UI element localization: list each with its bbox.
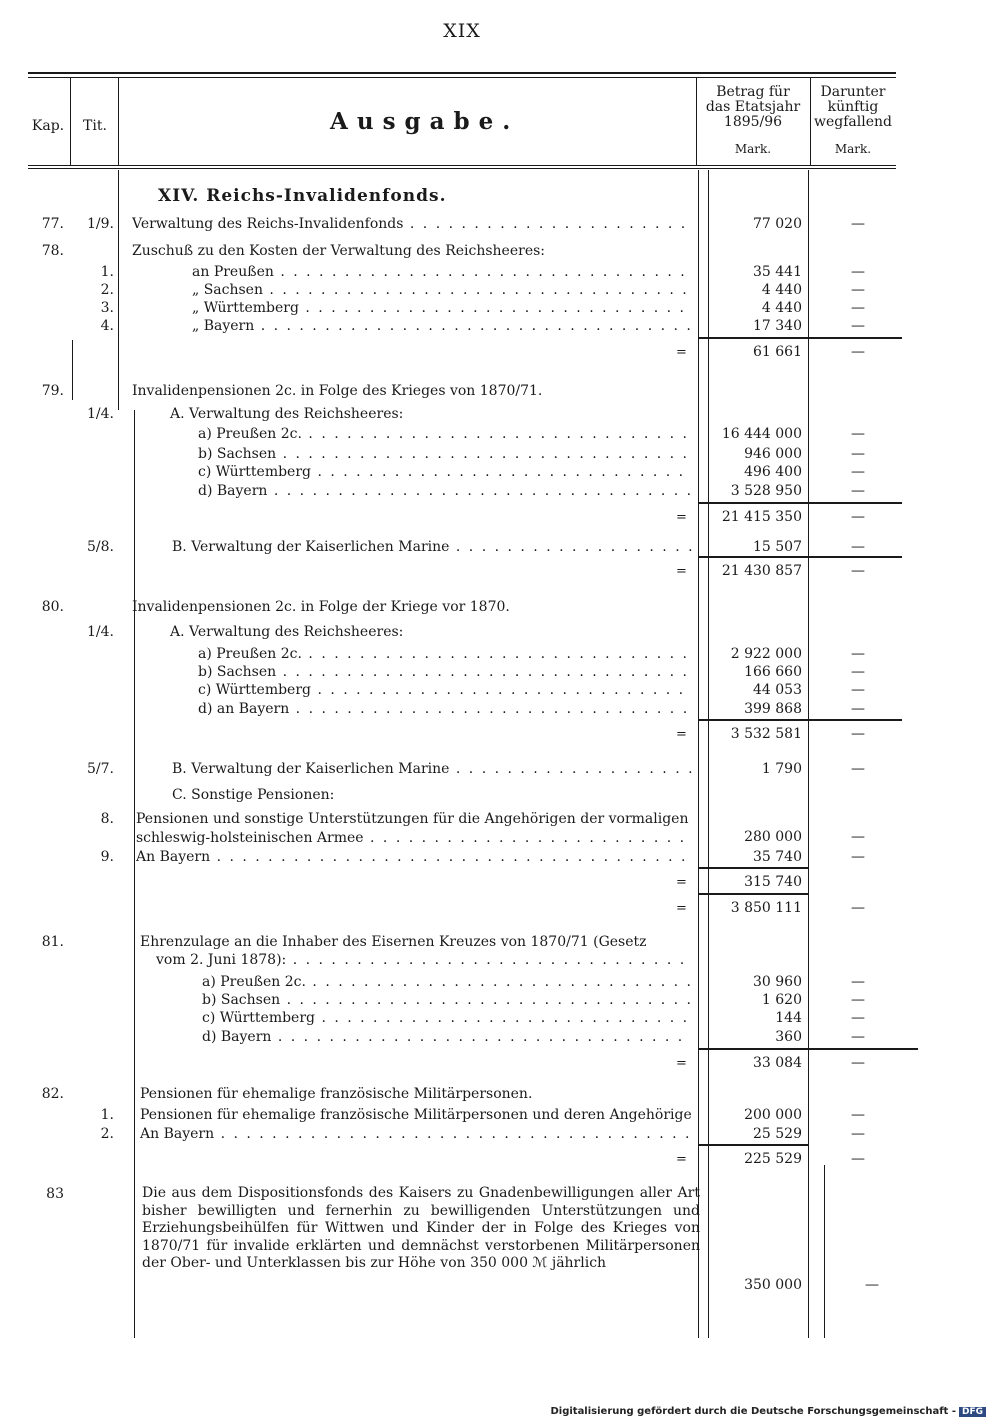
footer-credit <box>550 1406 986 1417</box>
entry-text: c) Württemberg . . . <box>198 681 692 699</box>
amount: 77 020 <box>753 216 802 232</box>
dash-mark: — <box>851 1055 865 1071</box>
sum-mark: = <box>676 345 687 360</box>
entry-text: C. Sonstige Pensionen: <box>172 787 335 803</box>
sum-rule <box>698 337 902 339</box>
titel-number: 5/8. <box>87 539 114 555</box>
dash-mark: — <box>851 563 865 579</box>
amount: 25 529 <box>753 1126 802 1142</box>
kapitel-number: 81. <box>41 934 64 950</box>
header-top-rule <box>28 72 896 74</box>
dash-mark: — <box>851 464 865 480</box>
entry-text: an Preußen . . . <box>192 263 692 281</box>
entry-text: a) Preußen 2c. . . . <box>202 973 692 991</box>
titel-number: 3. <box>100 300 114 316</box>
amount: 144 <box>775 1010 802 1026</box>
dash-mark: — <box>851 701 865 717</box>
header-betrag <box>698 85 808 157</box>
dash-mark: — <box>865 1277 879 1293</box>
header-betrag-line-2: das Etatsjahr <box>705 99 801 115</box>
entry-text: Pensionen für ehemalige französische Militärpersonen. <box>140 1086 533 1102</box>
titel-number: 1/4. <box>87 624 114 640</box>
entry-text: d) an Bayern . . . <box>198 700 692 718</box>
dash-mark: — <box>851 726 865 742</box>
dash-mark: — <box>851 509 865 525</box>
sum-mark: = <box>676 727 687 742</box>
entry-text: b) Sachsen . . . <box>202 991 692 1009</box>
sum-amount: 3 532 581 <box>730 726 802 742</box>
dash-mark: — <box>851 1010 865 1026</box>
amount: 946 000 <box>744 446 802 462</box>
entry-text: B. Verwaltung der Kaiserlichen Marine . . . <box>172 538 692 556</box>
dash-mark: — <box>851 483 865 499</box>
header-sep-tit <box>118 78 119 166</box>
entry-text: Invalidenpensionen 2c. in Folge der Kriege vor 1870. <box>132 599 510 615</box>
entry-text: B. Verwaltung der Kaiserlichen Marine . . . <box>172 760 692 778</box>
dash-mark: — <box>851 992 865 1008</box>
dash-mark: — <box>851 1029 865 1045</box>
header-bottom-rule <box>28 165 896 166</box>
dash-mark: — <box>851 282 865 298</box>
entry-text: „ Sachsen . . . <box>192 281 692 299</box>
amount: 399 868 <box>744 701 802 717</box>
dash-mark: — <box>851 849 865 865</box>
entry-text-continuation: vom 2. Juni 1878): . . . <box>156 951 692 969</box>
entry-text-continuation: schleswig-holsteinischen Armee . . . <box>136 829 692 847</box>
header-betrag-unit: Mark. <box>734 142 772 156</box>
dash-mark: — <box>851 829 865 845</box>
col-rule-darunter-2 <box>824 1165 825 1338</box>
dash-mark: — <box>851 974 865 990</box>
dash-mark: — <box>851 1126 865 1142</box>
titel-number: 9. <box>100 849 114 865</box>
entry-text: b) Sachsen . . . <box>198 445 692 463</box>
entry-text: Pensionen für ehemalige französische Militärpersonen und deren Angehörige . . . <box>140 1106 692 1124</box>
sum-amount: 21 415 350 <box>721 509 802 525</box>
entry-text: Verwaltung des Reichs-Invalidenfonds . . . <box>132 215 692 233</box>
header-sep-betrag <box>696 78 697 166</box>
amount: 35 740 <box>753 849 802 865</box>
section-title: XIV. Reichs-Invalidenfonds. <box>158 186 447 206</box>
dash-mark: — <box>851 664 865 680</box>
header-kap: Kap. <box>31 118 65 134</box>
header-betrag-line-3: 1895/96 <box>723 114 783 130</box>
sum-mark: = <box>676 901 687 916</box>
sum-rule <box>698 502 902 504</box>
sum-rule <box>698 719 902 721</box>
titel-number: 2. <box>100 282 114 298</box>
dash-mark: — <box>851 426 865 442</box>
dash-mark: — <box>851 216 865 232</box>
entry-text: d) Bayern . . . <box>202 1028 692 1046</box>
dash-mark: — <box>851 344 865 360</box>
amount: 1 620 <box>761 992 802 1008</box>
amount: 350 000 <box>744 1277 802 1293</box>
footer-text: Digitalisierung gefördert durch die Deutsche Forschungsgemeinschaft - <box>550 1406 956 1417</box>
titel-number: 1. <box>100 1107 114 1123</box>
header-tit: Tit. <box>83 118 107 134</box>
entry-text: A. Verwaltung des Reichsheeres: <box>170 406 404 422</box>
dash-mark: — <box>851 646 865 662</box>
header-title: Ausgabe. <box>330 108 520 135</box>
sum-rule <box>698 1048 918 1050</box>
entry-paragraph: Die aus dem Dispositionsfonds des Kaisers zu Gnadenbewilligungen aller Art bisher bewilligten und fernerhin zu bewilligenden Unterstützungen und Erziehungsbeihülfen für Wittwen und Kinder der in Folge des Krieges von 1870/71 für invalide erklärten und demnächst verstorbenen Militärpersonen der Ober- und Unterklassen bis zur Höhe von 350 000 ℳ jährlich <box>142 1185 700 1272</box>
dash-mark: — <box>851 1107 865 1123</box>
entry-text: An Bayern . . . <box>140 1125 692 1143</box>
amount: 30 960 <box>753 974 802 990</box>
entry-text: c) Württemberg . . . <box>198 463 692 481</box>
header-sep-kap <box>70 78 71 166</box>
amount: 15 507 <box>753 539 802 555</box>
header-darunter <box>810 85 896 157</box>
header-bottom-rule-2 <box>28 168 896 169</box>
header-darunter-unit: Mark. <box>834 142 872 156</box>
sum-rule <box>698 556 902 558</box>
amount: 17 340 <box>753 318 802 334</box>
kapitel-number: 83 <box>46 1186 64 1202</box>
dash-mark: — <box>851 682 865 698</box>
amount: 44 053 <box>753 682 802 698</box>
sum-rule <box>698 867 808 869</box>
titel-number: 5/7. <box>87 761 114 777</box>
dash-mark: — <box>851 900 865 916</box>
sum-amount: 315 740 <box>744 874 802 890</box>
titel-number: 1/9. <box>87 216 114 232</box>
kapitel-number: 80. <box>41 599 64 615</box>
sum-mark: = <box>676 1056 687 1071</box>
entry-text: Zuschuß zu den Kosten der Verwaltung des Reichsheeres: <box>132 243 545 259</box>
dash-mark: — <box>851 539 865 555</box>
dash-mark: — <box>851 318 865 334</box>
sum-amount: 61 661 <box>753 344 802 360</box>
amount: 3 528 950 <box>730 483 802 499</box>
sum-amount: 21 430 857 <box>721 563 802 579</box>
entry-text: c) Württemberg . . . <box>202 1009 692 1027</box>
amount: 280 000 <box>744 829 802 845</box>
sum-mark: = <box>676 564 687 579</box>
entry-text: An Bayern . . . <box>136 848 692 866</box>
amount: 4 440 <box>761 300 802 316</box>
entry-text: d) Bayern . . . <box>198 482 692 500</box>
sum-amount: 33 084 <box>753 1055 802 1071</box>
header-betrag-line-1: Betrag für <box>716 84 790 100</box>
titel-number: 4. <box>100 318 114 334</box>
entry-text: „ Württemberg . . . <box>192 299 692 317</box>
sum-rule <box>698 893 808 895</box>
entry-text: b) Sachsen . . . <box>198 663 692 681</box>
sum-rule <box>698 1144 808 1146</box>
sum-amount: 225 529 <box>744 1151 802 1167</box>
header-top-rule-2 <box>28 77 896 78</box>
amount: 200 000 <box>744 1107 802 1123</box>
sum-amount: 3 850 111 <box>730 900 802 916</box>
entry-text: a) Preußen 2c. . . . <box>198 645 692 663</box>
header-darunter-line-2: künftig <box>827 99 879 115</box>
entry-text: Invalidenpensionen 2c. in Folge des Krieges von 1870/71. <box>132 383 543 399</box>
kapitel-number: 77. <box>41 216 64 232</box>
col-rule-left-2 <box>134 410 135 1338</box>
sum-mark: = <box>676 875 687 890</box>
entry-text: A. Verwaltung des Reichsheeres: <box>170 624 404 640</box>
kapitel-number: 78. <box>41 243 64 259</box>
amount: 1 790 <box>761 761 802 777</box>
dash-mark: — <box>851 761 865 777</box>
amount: 4 440 <box>761 282 802 298</box>
titel-number: 2. <box>100 1126 114 1142</box>
col-rule-left <box>118 170 119 410</box>
col-rule-kap <box>72 340 73 400</box>
dfg-logo: DFG <box>959 1407 986 1417</box>
dash-mark: — <box>851 300 865 316</box>
amount: 166 660 <box>744 664 802 680</box>
kapitel-number: 82. <box>41 1086 64 1102</box>
entry-text: a) Preußen 2c. . . . <box>198 425 692 443</box>
amount: 360 <box>775 1029 802 1045</box>
dash-mark: — <box>851 1151 865 1167</box>
entry-text: Pensionen und sonstige Unterstützungen für die Angehörigen der vormaligen <box>136 811 689 827</box>
dash-mark: — <box>851 446 865 462</box>
entry-text: Ehrenzulage an die Inhaber des Eisernen Kreuzes von 1870/71 (Gesetz <box>140 934 647 950</box>
kapitel-number: 79. <box>41 383 64 399</box>
dash-mark: — <box>851 264 865 280</box>
sum-mark: = <box>676 510 687 525</box>
sum-mark: = <box>676 1152 687 1167</box>
titel-number: 8. <box>100 811 114 827</box>
titel-number: 1. <box>100 264 114 280</box>
amount: 496 400 <box>744 464 802 480</box>
header-darunter-line-3: wegfallend <box>814 114 892 130</box>
header-darunter-line-1: Darunter <box>820 84 886 100</box>
page-number: XIX <box>443 20 481 42</box>
entry-text: „ Bayern . . . <box>192 317 692 335</box>
amount: 35 441 <box>753 264 802 280</box>
titel-number: 1/4. <box>87 406 114 422</box>
col-rule-darunter <box>808 170 809 1338</box>
amount: 2 922 000 <box>730 646 802 662</box>
amount: 16 444 000 <box>721 426 802 442</box>
